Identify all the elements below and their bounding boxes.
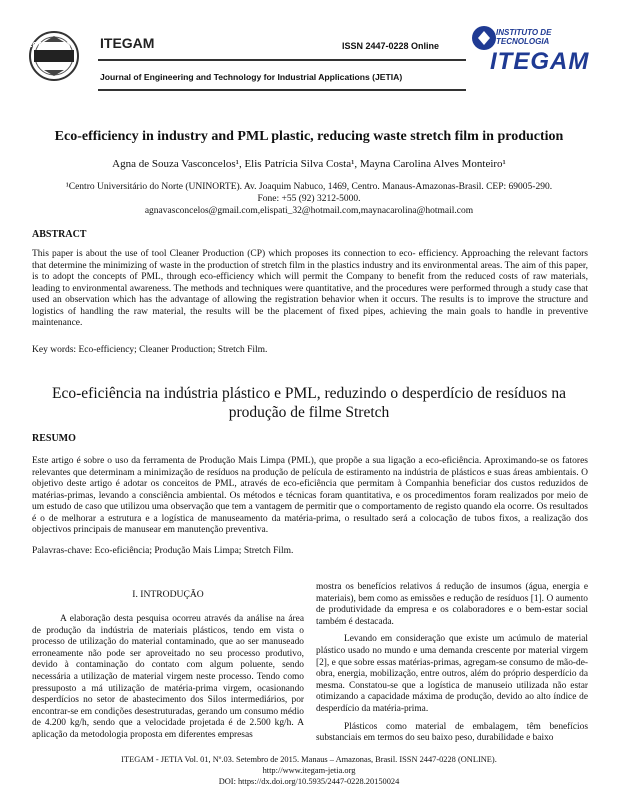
header-divider [98,89,466,91]
footer-doi[interactable]: DOI: https://dx.doi.org/10.5935/2447-0228.20150024 [218,777,400,786]
footer-website[interactable]: http://www.itegam-jetia.org [262,766,356,775]
itegam-jetia-logo [28,30,80,82]
paper-affiliation: ¹Centro Universitário do Norte (UNINORTE). Av. Joaquim Nabuco, 1469, Centro. Manaus-Amazonas-Brasil. CEP: 69005-290. [65,182,553,192]
section-heading-introducao: I. INTRODUÇÃO [132,589,204,600]
abstract-heading: ABSTRACT [32,229,87,240]
paper-phone: Fone: +55 (92) 3212-5000. [257,194,361,204]
keywords: Key words: Eco-efficiency; Cleaner Production; Stretch Film. [32,345,268,355]
paper-title-en: Eco-efficiency in industry and PML plastic, reducing waste stretch film in production [54,129,564,144]
abstract-text: This paper is about the use of tool Cleaner Production (CP) which proposes its connection to eco- efficiency. Approaching the relevant factors that determine the minimizing of waste in the production of stretch film in the plastics industry and its environmental areas. The aim of this paper, is to adopt the concepts of PML, through eco-efficiency which will permit the Company to benefit from the reduced costs of raw materials, leading to environmental awareness. The methods and techniques were quantitative, and the procedures were performed through a study case that used an observation which has the advantage of allowing the registration behavior when it occurs. The results is to improve the structure and logistics of handling the raw material, the results will be the placement of fixed pipes, achieving the main goals to handle in preventive maintenance. [32,249,588,328]
header-divider [98,59,466,61]
intro-paragraph-3: Levando em consideração que existe um acúmulo de material plástico usado no mundo e uma demanda crescente por material virgem [2], e que sobre essas matérias-primas, agregam-se consumo de mão-de-obra, energia, mobilização, entre outros, além do próprio desperdício da mesma. Constatou-se que a logística de manuseio utilizada não estar otimizando a capacidade máxima de produção, devido ao alto índice de desperdício da matéria-prima. [316,634,588,714]
left-column [32,614,304,742]
institute-label: INSTITUTO DE TECNOLOGIA [496,28,552,46]
header-journal: Journal of Engineering and Technology for Industrial Applications (JETIA) [100,72,403,82]
header-brand: ITEGAM [100,35,155,51]
paper-authors: Agna de Souza Vasconcelos¹, Elis Patrícia Silva Costa¹, Mayna Carolina Alves Monteiro¹ [112,158,506,170]
intro-paragraph-1: A elaboração desta pesquisa ocorreu através da análise na área de produção da indústria de materiais plásticos, tendo em vista o processo de utilização do material contaminado, que ao ser manuseado erroneamente não pode ser aproveitado no seu processo produtivo, devido à contaminação do contato com algum poluente, sendo necessária a utilização de material virgem neste processo. Tendo como pressuposto a má utilização de matéria-prima virgem, ocasionando desperdícios no setor de abastecimento dos Silos intermediários, por encontrar-se em condições desestruturadas, gerando um consumo médio de 4.200 kg/h, sendo que a velocidade projetada é de 2.500 kg/h. A aplicação da metodologia proposta em diferentes empresas [32,614,304,740]
palavras-chave: Palavras-chave: Eco-eficiência; Produção Mais Limpa; Stretch Film. [32,546,294,556]
intro-paragraph-2: mostra os benefícios relativos á redução de insumos (água, energia e materiais), bem como as emissões e redução de resíduos [1]. O aumento de produtividade da empresa e os colaboradores e o bem-estar social também é destacada. [316,582,588,627]
resumo-text: Este artigo é sobre o uso da ferramenta de Produção Mais Limpa (PML), que propõe a sua ligação a eco-eficiência. Aproximando-se os fatores relevantes que determinam a minimização de resíduos na produção de película de estiramento na indústria de plásticos e suas áreas ambientais. O objetivo deste artigo é adotar os conceitos de PML, através de eco-eficiência que permitam à Companhia beneficiar dos custos reduzidos de matérias-primas, levando a consciência ambiental. Os métodos e técnicas foram quantitativa, e os procedimentos foram realizados por meio de um estudo de caso que utilizou uma observação que tem a vantagem de permitir que o comportamento de registo quando ela ocorre. Os resultados é o de melhorar a estrutura e a logística de manuseamento da matéria-prima, o resultado será a colocação de tubos fixos, a realização dos objectivos principais de manusear em manutenção preventiva. [32,456,588,535]
institute-name: ITEGAM [490,48,590,75]
resumo-heading: RESUMO [32,433,76,444]
right-column [316,582,588,745]
intro-paragraph-4: Plásticos como material de embalagem, têm benefícios substanciais em termos do seu baixo peso, durabilidade e baixo [316,721,588,744]
header-issn: ISSN 2447-0228 Online [342,41,440,51]
logo-text: ITEGAM JETIA [21,42,71,49]
footer-citation: ITEGAM - JETIA Vol. 01, Nº.03. Setembro de 2015. Manaus – Amazonas, Brasil. ISSN 2447-0228 (ONLINE). [121,755,497,764]
paper-emails: agnavasconcelos@gmail.com,elispati_32@hotmail.com,maynacarolina@hotmail.com [144,206,474,216]
paper-title-pt: Eco-eficiência na indústria plástico e PML, reduzindo o desperdício de resíduos na produção de filme Stretch [52,385,566,421]
